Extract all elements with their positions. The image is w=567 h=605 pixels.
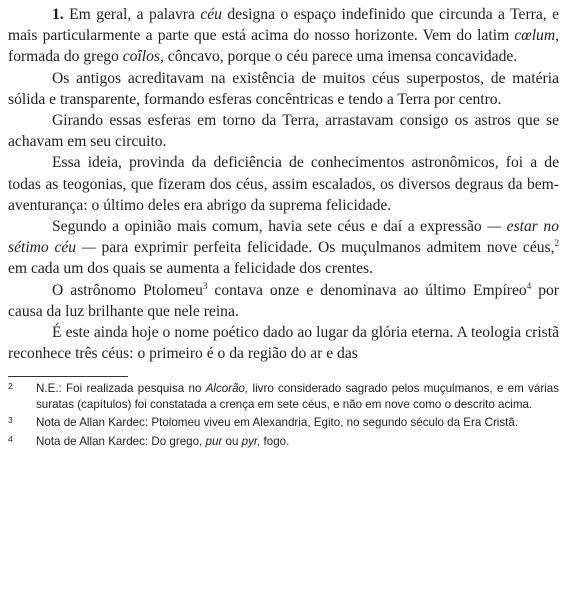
text-run: Em geral, a palavra	[63, 6, 201, 23]
text-run: Nota de Allan Kardec: Do grego,	[36, 434, 206, 448]
footnote-3	[8, 415, 559, 431]
text-run: designa o espaço indefinido que circunda a Terra, e mais particularmente a parte que está acima do nosso horizonte. Vem do latim	[8, 6, 560, 45]
text-run: em cada um dos quais se aumenta a felicidade dos crentes.	[8, 260, 374, 278]
paragraph-6	[8, 280, 559, 322]
paragraph-2	[8, 68, 559, 110]
text-run: ou	[222, 434, 242, 448]
text-run: formada do grego	[8, 48, 123, 66]
footnote-ref: 2	[554, 238, 560, 249]
paragraph-4	[8, 152, 559, 216]
paragraph-3	[8, 110, 559, 152]
text-run: É este ainda hoje o nome poético dado ao lugar da glória eterna. A teologia cristã reconhece três céus: o primeiro é o da região do ar e das	[8, 324, 559, 363]
paragraph-1	[8, 4, 559, 68]
text-run: côncavo, porque o céu parece uma imensa concavidade.	[163, 48, 518, 66]
footnote-ref: 4	[526, 280, 532, 291]
paragraph-7	[8, 322, 559, 364]
footnote-4	[8, 434, 559, 450]
italic-text: cœlum,	[514, 27, 559, 45]
paragraph-5	[8, 216, 559, 280]
body-text	[8, 4, 559, 364]
item-number: 1.	[52, 6, 64, 23]
text-run: fogo.	[260, 434, 290, 448]
text-run: Nota de Allan Kardec: Ptolomeu viveu em Alexandria, Egito, no segundo século da Era Cristã.	[36, 416, 519, 430]
footnote-mark: 2	[8, 381, 13, 392]
footnotes	[8, 381, 559, 449]
italic-text: coîlos,	[122, 48, 164, 66]
text-run: Segundo a opinião mais comum, havia sete céus e daí a expressão	[52, 218, 488, 236]
italic-text: — estar no sétimo céu —	[8, 218, 559, 257]
footnote-mark: 3	[8, 415, 13, 426]
footnote-mark: 4	[8, 433, 13, 444]
italic-text: pyr,	[241, 434, 261, 448]
text-run: para exprimir perfeita felicidade. Os muçulmanos admitem nove céus,	[95, 239, 555, 257]
text-run: contava onze e denominava ao último Empíreo	[207, 281, 527, 299]
italic-text: céu	[200, 6, 222, 23]
footnote-ref: 3	[202, 280, 208, 291]
text-run: O astrônomo Ptolomeu	[52, 281, 203, 299]
text-run: Essa ideia, provinda da deficiência de conhecimentos astronômicos, foi a de todas as teogonias, que fizeram dos céus, assim escalados, os diversos degraus da bem-aventurança: o último deles era abrigo da suprema felicidade.	[8, 154, 559, 214]
text-run: Os antigos acreditavam na existência de muitos céus superpostos, de matéria sólida e transparente, formando esferas concêntricas e tendo a Terra por centro.	[8, 69, 559, 108]
footnote-2	[8, 381, 559, 412]
italic-text: Alcorão,	[205, 382, 249, 396]
italic-text: pur	[205, 434, 223, 448]
document-page	[8, 4, 559, 452]
text-run: N.E.: Foi realizada pesquisa no	[36, 382, 206, 396]
text-run: por causa da luz brilhante que nele reina.	[8, 281, 560, 320]
text-run: livro considerado sagrado pelos muçulmanos, e em várias suratas (capítulos) foi constatada a crença em sete céus, e não em nove como o descrito acima.	[36, 382, 559, 411]
text-run: Girando essas esferas em torno da Terra, arrastavam consigo os astros que se achavam em seu circuito.	[8, 112, 559, 151]
footnote-separator	[8, 376, 128, 377]
